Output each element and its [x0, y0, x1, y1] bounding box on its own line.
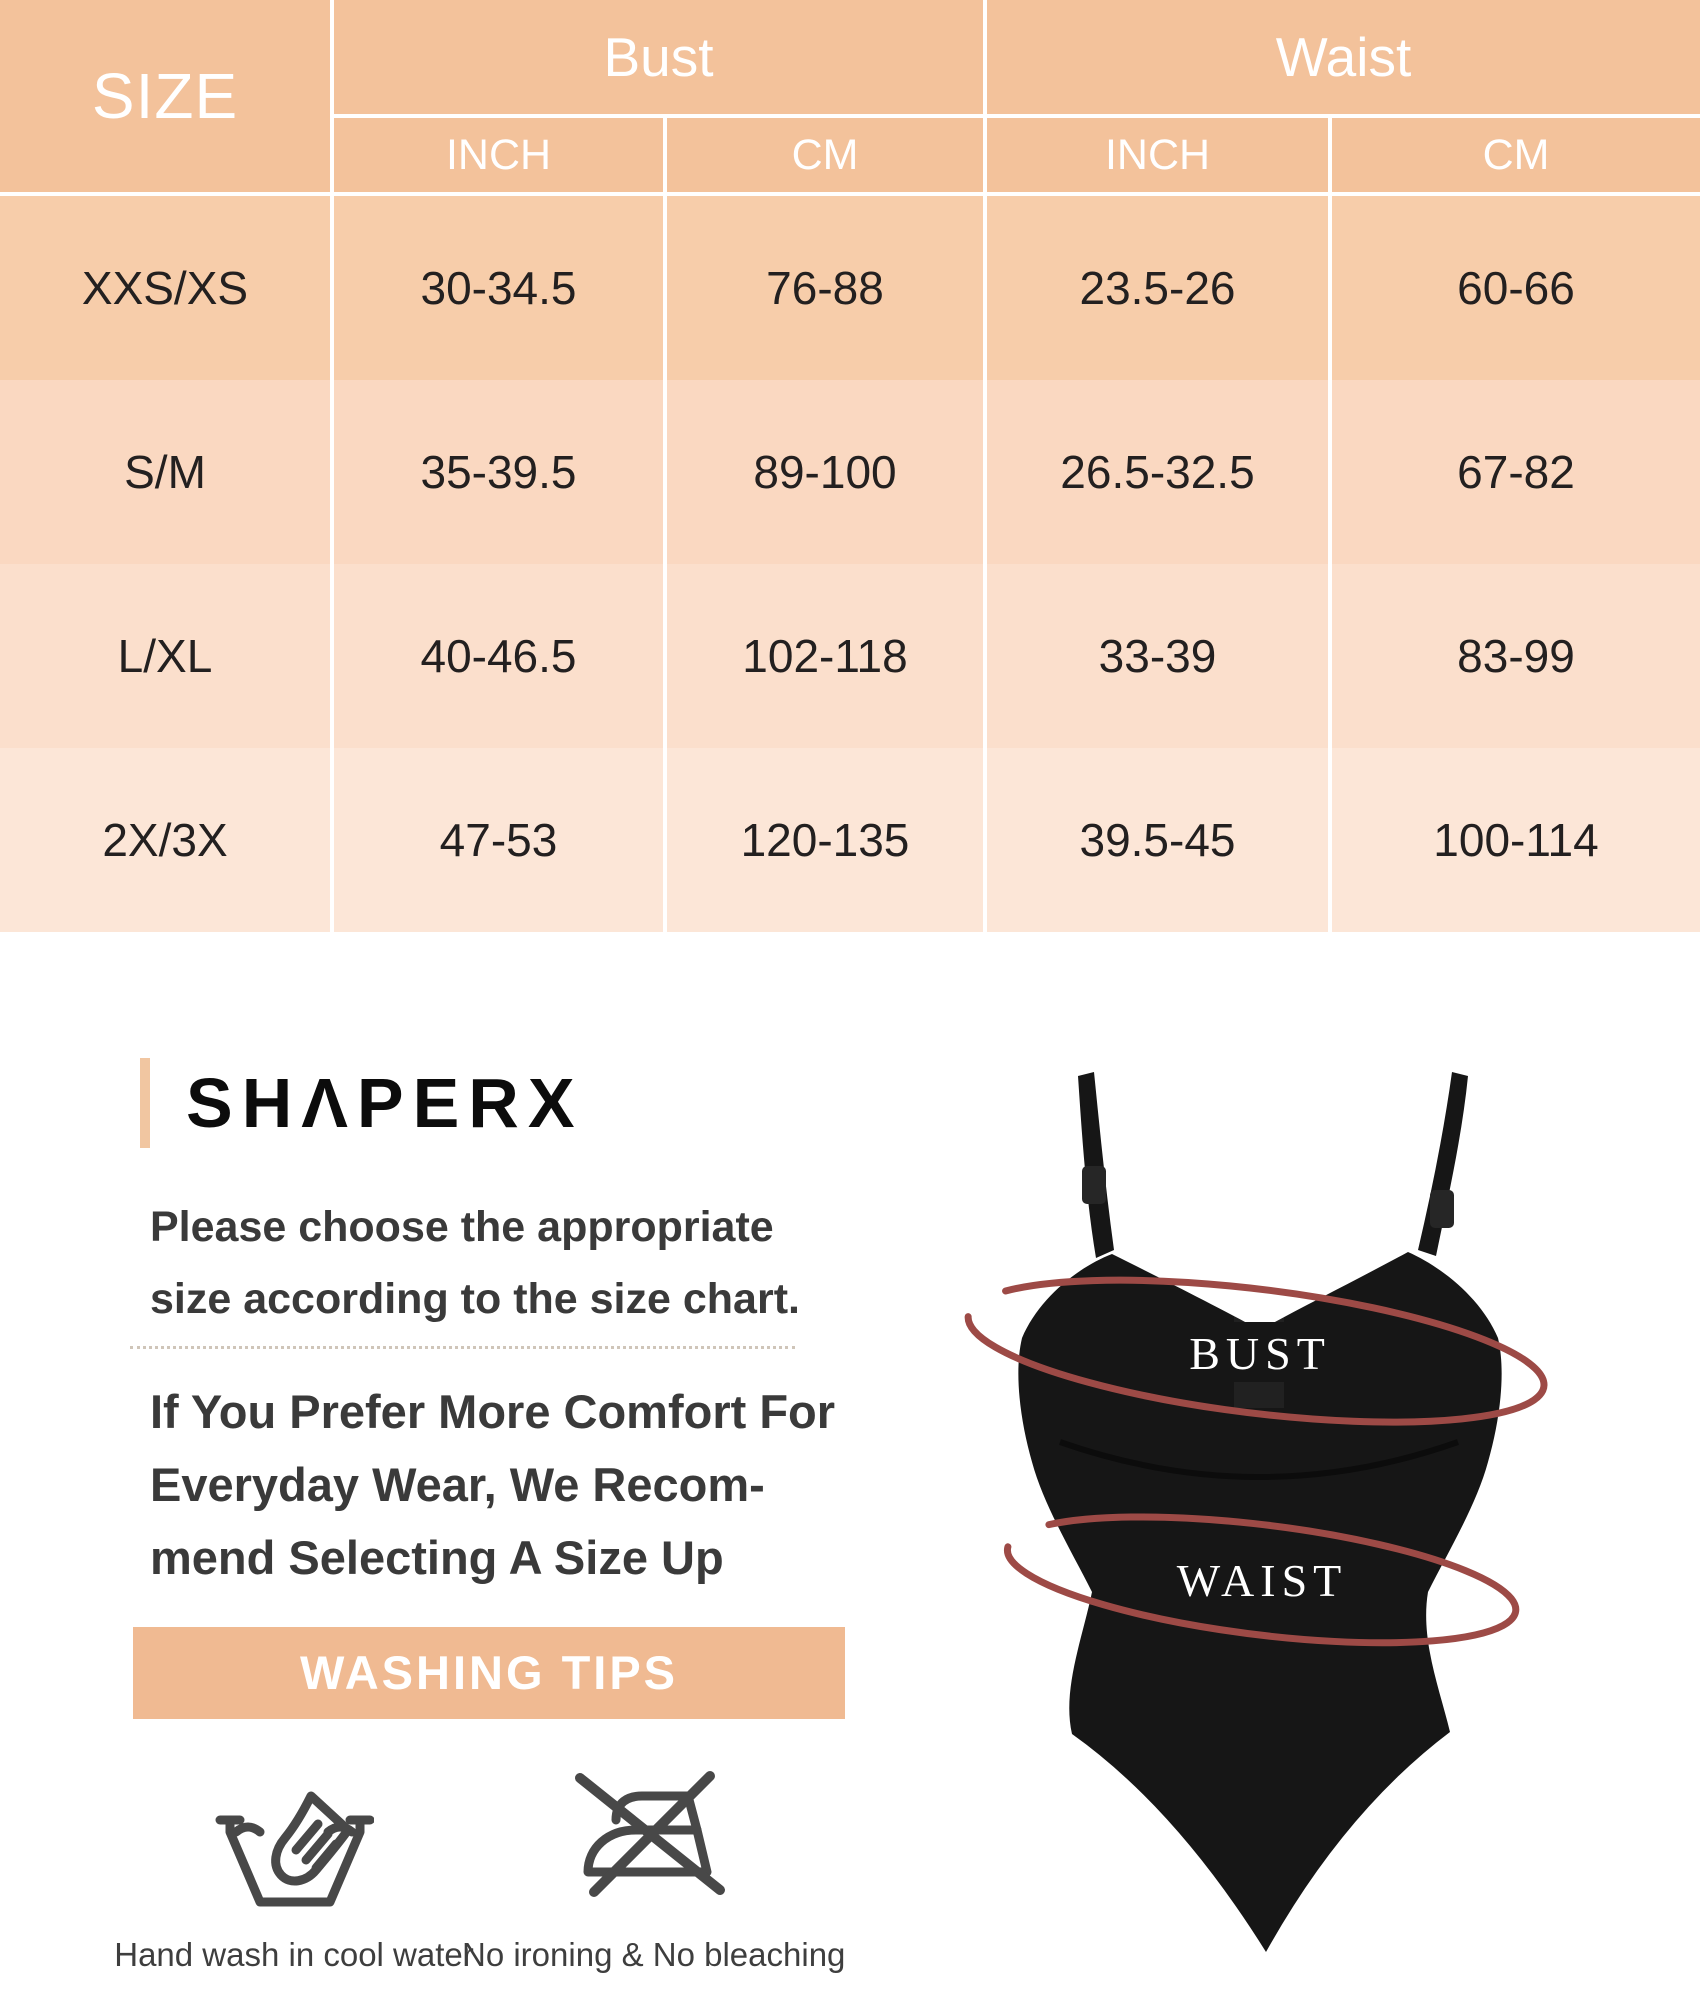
waist-label: WAIST [1176, 1555, 1348, 1606]
col-group-bust: Bust [332, 0, 985, 116]
table-row [0, 380, 1700, 564]
hand-wash-caption: Hand wash in cool water [114, 1936, 474, 1973]
comfort-note-line1: If You Prefer More Comfort For [150, 1385, 836, 1438]
waist-inch-cell: 33-39 [985, 564, 1330, 748]
waist-cm-cell: 100-114 [1330, 748, 1700, 932]
bust-inch-cell: 47-53 [332, 748, 665, 932]
bust-cm-cell: 102-118 [665, 564, 985, 748]
waist-inch-cell: 26.5-32.5 [985, 380, 1330, 564]
bust-cm-cell: 89-100 [665, 380, 985, 564]
waist-cm-cell: 60-66 [1330, 194, 1700, 380]
bust-inch-cell: 35-39.5 [332, 380, 665, 564]
col-header-bust-cm: CM [665, 116, 985, 194]
bust-inch-cell: 40-46.5 [332, 564, 665, 748]
col-header-bust-inch: INCH [332, 116, 665, 194]
waist-cm-cell: 83-99 [1330, 564, 1700, 748]
table-row [0, 194, 1700, 380]
choose-size-note [150, 1191, 800, 1335]
table-row [0, 748, 1700, 932]
comfort-recommendation-note [150, 1375, 835, 1594]
no-ironing-icon [570, 1766, 730, 1900]
size-cell: XXS/XS [0, 194, 332, 380]
shoulder-straps [1078, 1072, 1468, 1258]
size-cell: S/M [0, 380, 332, 564]
bodysuit-figure [900, 1050, 1600, 1980]
brand-accent-bar [140, 1058, 150, 1148]
size-chart-table [0, 0, 1700, 932]
bust-cm-cell: 76-88 [665, 194, 985, 380]
col-group-waist: Waist [985, 0, 1700, 116]
waist-cm-cell: 67-82 [1330, 380, 1700, 564]
waist-inch-cell: 23.5-26 [985, 194, 1330, 380]
col-header-waist-inch: INCH [985, 116, 1330, 194]
washing-tips-banner: WASHING TIPS [133, 1627, 845, 1719]
bust-cm-cell: 120-135 [665, 748, 985, 932]
choose-size-note-line1: Please choose the appropriate [150, 1203, 774, 1251]
no-ironing-caption: No ironing & No bleaching [462, 1936, 846, 1973]
waist-inch-cell: 39.5-45 [985, 748, 1330, 932]
col-header-waist-cm: CM [1330, 116, 1700, 194]
brand-logo: SHΛPERX [186, 1064, 584, 1142]
dashed-divider [130, 1346, 795, 1349]
size-cell: L/XL [0, 564, 332, 748]
size-cell: 2X/3X [0, 748, 332, 932]
col-header-size: SIZE [0, 0, 332, 194]
table-group-header-row [0, 0, 1700, 116]
comfort-note-line3: mend Selecting A Size Up [150, 1531, 724, 1584]
hand-wash-icon [214, 1768, 374, 1928]
comfort-note-line2: Everyday Wear, We Recom- [150, 1458, 765, 1511]
table-row [0, 564, 1700, 748]
bust-label: BUST [1189, 1328, 1331, 1379]
bust-inch-cell: 30-34.5 [332, 194, 665, 380]
choose-size-note-line2: size according to the size chart. [150, 1275, 800, 1323]
